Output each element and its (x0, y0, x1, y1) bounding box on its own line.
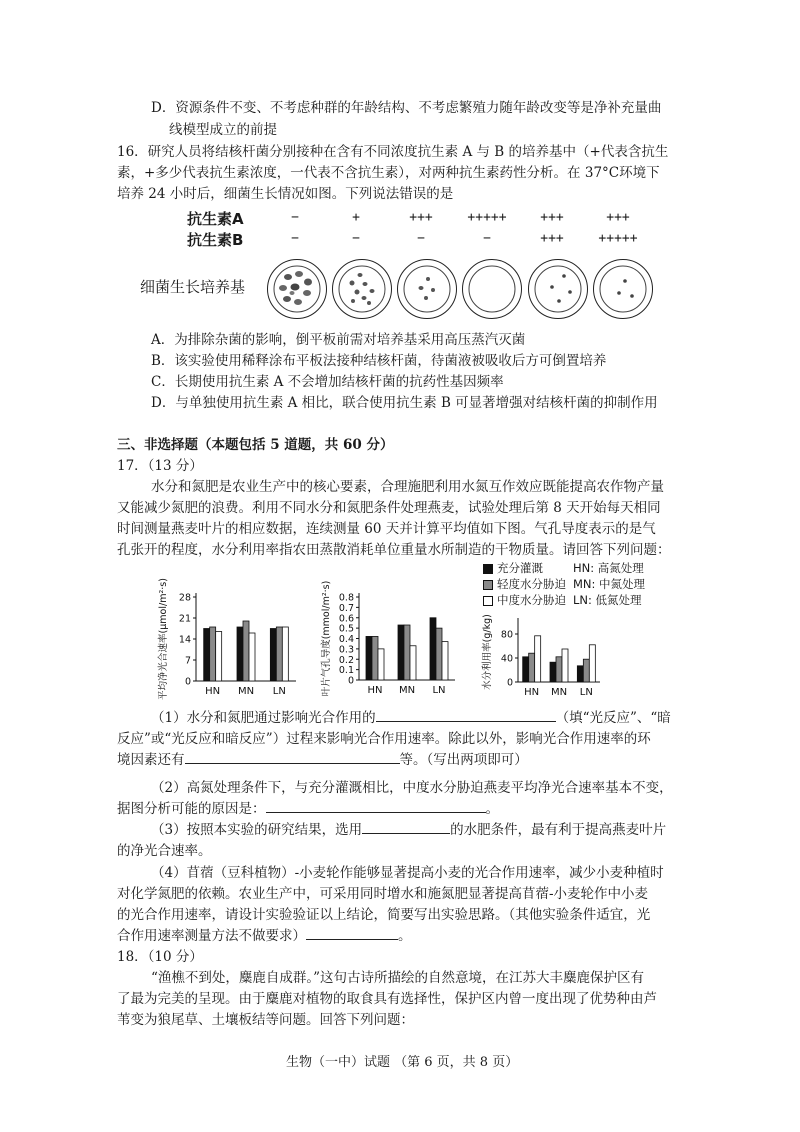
x-tick-label: MN (550, 687, 568, 698)
x-tick-label: HN (524, 687, 540, 698)
a-cell-6: +++ (606, 210, 630, 225)
q17-para-1: 水分和氮肥是农业生产中的核心要素，合理施肥利用水氮互作效应既能提高农作物产量 (151, 479, 664, 495)
q15-option-d-line1: D．资源条件不变、不考虑种群的年龄结构、不考虑繁殖力随年龄改变等是净补充量曲 (151, 100, 662, 116)
y-tick-label: 40 (500, 653, 513, 665)
legend-item-mild-stress: 轻度水分胁迫 (483, 576, 566, 592)
bar-ln-series-3 (282, 627, 288, 681)
legend-swatch-black (483, 564, 493, 574)
a-cell-1: − (291, 210, 299, 225)
x-tick-label: MN (237, 686, 255, 697)
q17-para-4: 孔张开的程度，水分利用率指农田蒸散消耗单位重量水所制造的干物质量。请回答下列问题： (117, 542, 671, 558)
y-tick-label: 0.7 (338, 602, 354, 614)
q17-4-line2: 对化学氮肥的依赖。农业生产中，可采用同时增水和施氮肥显著提高苜蓿-小麦轮作中小麦 (117, 886, 649, 902)
bar-mn-series-1 (237, 627, 243, 681)
y-tick-label: 0 (184, 676, 191, 688)
bar-ln-series-2 (276, 627, 282, 681)
answer-blank-5[interactable] (306, 939, 398, 940)
dish-4-empty (463, 260, 521, 318)
antibiotic-a-label: 抗生素A (187, 210, 244, 228)
bar-ln-series-2 (436, 628, 442, 680)
dish-3-colonies (398, 260, 456, 318)
bar-hn-series-2 (372, 636, 378, 680)
bar-ln-series-2 (583, 659, 589, 682)
bar-mn-series-3 (562, 649, 568, 682)
legend-mn: MN: 中氮处理 (573, 577, 646, 591)
y-tick-label: 0.1 (338, 665, 354, 677)
q17-4-line1: （4）苜蓿（豆科植物）-小麦轮作能够显著提高小麦的光合作用速率，减少小麦种植时 (151, 865, 664, 881)
q17-para-2: 又能减少氮肥的浪费。利用不同水分和氮肥条件处理燕麦，试验处理后第 8 天开始每天相同 (117, 500, 661, 516)
q16-stem-line3: 培养 24 小时后，细菌生长情况如图。下列说法错误的是 (117, 186, 454, 202)
a-cell-5: +++ (540, 210, 564, 225)
dish-6-colonies (594, 260, 652, 318)
dish-2-colonies (333, 260, 391, 318)
answer-blank-4[interactable] (362, 833, 450, 834)
bar-hn-series-1 (523, 657, 529, 682)
bar-ln-series-1 (577, 666, 583, 682)
y-tick-label: 14 (178, 634, 191, 646)
bar-hn-series-1 (204, 629, 210, 682)
legend-item-moderate-stress: 中度水分胁迫 (483, 592, 566, 608)
x-tick-label: MN (398, 685, 416, 696)
q17-1-line3: 境因素还有 等。（写出两项即可） (117, 752, 528, 768)
x-tick-label: HN (367, 685, 383, 696)
q16-option-a: A．为排除杂菌的影响，倒平板前需对培养基采用高压蒸汽灭菌 (151, 332, 526, 348)
a-cell-2: + (352, 210, 360, 225)
bar-mn-series-2 (243, 621, 249, 681)
y-tick-label: 0 (506, 677, 513, 689)
y-tick-label: 0.4 (338, 634, 354, 645)
petri-dish-3 (397, 259, 457, 319)
y-tick-label: 0.8 (338, 592, 354, 604)
q17-1-line2: 反应”或“光反应和暗反应”）过程来影响光合作用速率。除此以外，影响光合作用速率的环 (117, 731, 651, 747)
bar-ln-series-3 (442, 642, 448, 680)
answer-blank-3[interactable] (266, 812, 486, 813)
legend-ln: LN: 低氮处理 (573, 593, 642, 607)
bar-ln-series-3 (589, 645, 595, 682)
q18-para-2: 了最为完美的呈现。由于麋鹿对植物的取食具有选择性，保护区内曾一度出现了优势种由芦 (117, 991, 657, 1007)
antibiotic-b-label: 抗生素B (187, 231, 244, 249)
y-tick-label: 0.2 (338, 654, 354, 666)
q17-3-line2: 的净光合速率。 (117, 843, 212, 859)
y-tick-label: 21 (178, 613, 191, 625)
y-tick-label: 0.5 (338, 623, 354, 635)
y-axis-label: 平均净光合速率(μmol/m²·s) (158, 578, 169, 700)
b-cell-2: − (352, 231, 360, 246)
chart-water-use-efficiency (480, 600, 610, 705)
bar-mn-series-2 (556, 657, 562, 682)
petri-dish-6 (593, 259, 653, 319)
b-cell-3: − (417, 231, 425, 246)
petri-dish-4 (462, 259, 522, 319)
y-tick-label: 7 (184, 655, 191, 667)
q16-stem-line2: 素，+多少代表抗生素浓度，一代表不含抗生素），对两种抗生素药性分析。在 37°C环境下 (117, 165, 660, 181)
q18-para-3: 苇变为狼尾草、土壤板结等问题。回答下列问题： (117, 1012, 414, 1028)
dish-5-colonies (529, 260, 587, 318)
a-cell-4: +++++ (467, 210, 507, 225)
bar-mn-series-1 (398, 625, 404, 680)
y-axis-label: 叶片气孔导度(mmol/m²·s) (321, 580, 332, 697)
y-tick-label: 0.3 (338, 644, 354, 656)
petri-dish-1 (267, 259, 327, 319)
q16-option-b: B．该实验使用稀释涂布平板法接种结核杆菌，待菌液被吸收后方可倒置培养 (151, 353, 607, 369)
bar-mn-series-3 (249, 633, 255, 681)
bar-hn-series-2 (529, 653, 535, 682)
legend-swatch-white (483, 596, 493, 606)
legend-hn: HN: 高氮处理 (573, 561, 644, 575)
x-tick-label: LN (432, 685, 446, 696)
y-tick-label: 80 (500, 629, 513, 641)
page-footer: 生物（一中）试题 （第 6 页，共 8 页） (286, 1055, 519, 1070)
bar-mn-series-1 (550, 662, 556, 682)
bar-ln-series-1 (270, 629, 276, 682)
bar-hn-series-2 (210, 627, 216, 681)
bar-mn-series-3 (410, 646, 416, 680)
q16-option-c: C．长期使用抗生素 A 不会增加结核杆菌的抗药性基因频率 (151, 374, 504, 390)
petri-dish-5 (528, 259, 588, 319)
bar-hn-series-3 (216, 632, 222, 682)
answer-blank-2[interactable] (185, 763, 400, 764)
q17-3-line1: （3）按照本实验的研究结果，选用 的水肥条件，最有利于提高燕麦叶片 (151, 822, 667, 838)
q15-option-d-line2: 线模型成立的前提 (169, 122, 277, 138)
bar-hn-series-3 (535, 636, 541, 682)
a-cell-3: +++ (409, 210, 433, 225)
q17-2-line1: （2）高氮处理条件下，与充分灌溉相比，中度水分胁迫燕麦平均净光合速率基本不变， (151, 780, 673, 796)
bar-hn-series-3 (378, 649, 384, 680)
y-tick-label: 0.6 (338, 613, 354, 625)
q17-4-line3: 的光合作用速率，请设计实验验证以上结论，简要写出实验思路。（其他实验条件适宜，光 (117, 907, 651, 923)
answer-blank-1[interactable] (376, 721, 556, 722)
q17-1-line1: （1）水分和氮肥通过影响光合作用的 （填“光反应”、“暗 (151, 710, 671, 726)
b-cell-5: +++ (540, 231, 564, 246)
q18-para-1: “渔樵不到处，麋鹿自成群。”这句古诗所描绘的自然意境，在江苏大丰麋鹿保护区有 (151, 970, 645, 986)
section-3-title: 三、非选择题（本题包括 5 道题，共 60 分） (117, 437, 394, 453)
dish-row-label: 细菌生长培养基 (140, 278, 246, 296)
bar-ln-series-1 (430, 618, 436, 680)
q17-2-line2: 据图分析可能的原因是： 。 (117, 801, 499, 817)
x-tick-label: LN (579, 687, 593, 698)
chart-stomatal-conductance (315, 575, 465, 705)
q17-header: 17．（13 分） (117, 458, 203, 474)
petri-dish-2 (332, 259, 392, 319)
legend-item-full-irrigation: 充分灌溉 (483, 560, 543, 576)
b-cell-6: +++++ (598, 231, 638, 246)
chart-net-photosynthesis (148, 565, 308, 705)
dish-1-colonies (268, 260, 326, 318)
q17-4-line4: 合作用速率测量方法不做要求） 。 (117, 928, 412, 944)
b-cell-4: − (483, 231, 491, 246)
q18-header: 18．（10 分） (117, 949, 203, 965)
legend-swatch-gray (483, 580, 493, 590)
x-tick-label: HN (205, 686, 221, 697)
bar-mn-series-2 (404, 625, 410, 680)
y-tick-label: 0 (347, 675, 354, 687)
q16-option-d: D．与单独使用抗生素 A 相比，联合使用抗生素 B 可显著增强对结核杆菌的抑制作用 (151, 395, 658, 411)
y-axis-label: 水分利用率(g/kg) (482, 614, 493, 690)
bar-hn-series-1 (366, 636, 372, 680)
y-tick-label: 28 (178, 592, 191, 604)
q17-para-3: 时间测量燕麦叶片的相应数据，连续测量 60 天并计算平均值如下图。气孔导度表示的是气 (117, 521, 656, 537)
q16-stem-line1: 16．研究人员将结核杆菌分别接种在含有不同浓度抗生素 A 与 B 的培养基中（+代表含抗生 (117, 144, 669, 160)
b-cell-1: − (291, 231, 299, 246)
x-tick-label: LN (272, 686, 286, 697)
